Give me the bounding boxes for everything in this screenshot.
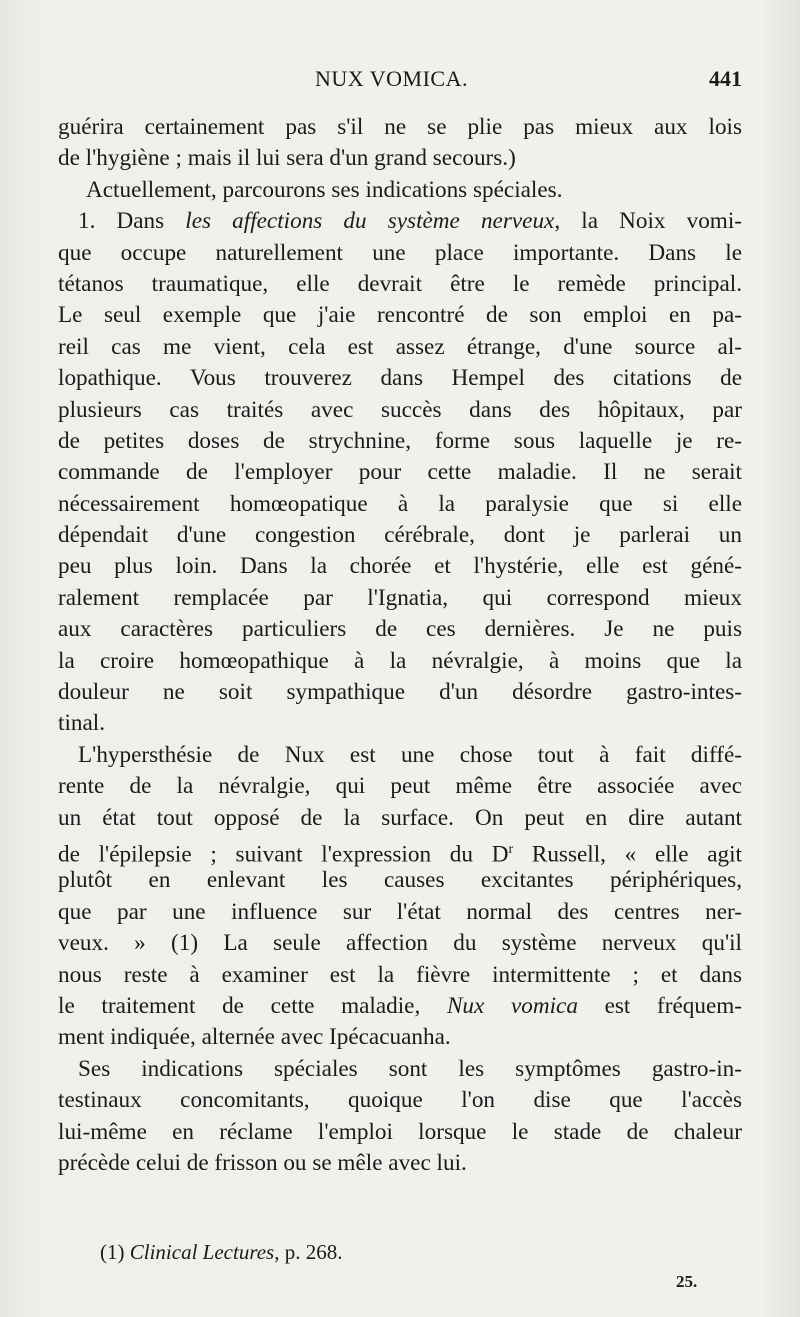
- text-span: , la Noix vomi-: [554, 208, 742, 235]
- text-span: 1. Dans: [78, 208, 186, 235]
- running-title: NUX VOMICA.: [315, 66, 468, 91]
- text-line: L'hypersthésie de Nux est une chose tout à fait diffé-: [78, 741, 742, 768]
- text-line: tétanos traumatique, elle devrait être le remède principal.: [58, 270, 742, 297]
- text-line: nous reste à examiner est la fièvre intermittente ; et dans: [58, 961, 742, 988]
- text-span: de l'épilepsie ; suivant l'expression du D: [58, 841, 509, 868]
- italic-phrase: les affections du système nerveux: [185, 208, 555, 235]
- text-span: est fréquem-: [577, 992, 742, 1019]
- text-line: commande de l'employer pour cette maladie. Il ne serait: [58, 459, 742, 486]
- text-line: lopathique. Vous trouverez dans Hempel des citations de: [58, 365, 742, 392]
- italic-phrase: Nux vomica: [446, 992, 578, 1019]
- body-text: [58, 112, 742, 1179]
- text-line: précède celui de frisson ou se mêle avec lui.: [58, 1149, 467, 1176]
- footnote-title: Clinical Lectures: [129, 1240, 275, 1264]
- text-line: la croire homœopathique à la névralgie, à moins que la: [58, 647, 742, 674]
- text-line: plutôt en enlevant les causes excitantes périphériques,: [58, 867, 742, 894]
- footnote-marker: (1): [100, 1240, 130, 1264]
- text-line: un état tout opposé de la surface. On peut en dire autant: [58, 804, 742, 831]
- page-header: [60, 66, 742, 96]
- text-line: de petites doses de strychnine, forme sous laquelle je re-: [58, 427, 742, 454]
- text-span: Russell, « elle agit: [513, 841, 742, 868]
- text-line: dépendait d'une congestion cérébrale, dont je parlerai un: [58, 522, 742, 549]
- text-line: testinaux concomitants, quoique l'on dise que l'accès: [58, 1087, 742, 1114]
- text-line: tinal.: [58, 710, 106, 737]
- text-line: reil cas me vient, cela est assez étrange, d'une source al-: [58, 333, 742, 360]
- text-line: aux caractères particuliers de ces dernières. Je ne puis: [58, 616, 742, 643]
- text-line: [58, 834, 742, 868]
- text-line: douleur ne soit sympathique d'un désordre gastro-intes-: [58, 679, 742, 706]
- text-line: Ses indications spéciales sont les symptômes gastro-in-: [78, 1055, 742, 1082]
- text-line: peu plus loin. Dans la chorée et l'hystérie, elle est géné-: [58, 553, 742, 580]
- text-line: [58, 991, 742, 1022]
- text-line: Actuellement, parcourons ses indications spéciales.: [86, 176, 563, 203]
- text-line: nécessairement homœopatique à la paralysie que si elle: [58, 490, 742, 517]
- text-line: ment indiquée, alternée avec Ipécacuanha.: [58, 1024, 451, 1051]
- signature-mark: 25.: [676, 1272, 698, 1291]
- text-line: Le seul exemple que j'aie rencontré de son emploi en pa-: [58, 302, 742, 329]
- text-span: le traitement de cette maladie,: [58, 992, 447, 1019]
- footnote-rest: , p. 268.: [274, 1240, 343, 1264]
- text-line: rente de la névralgie, qui peut même être associée avec: [58, 773, 742, 800]
- page-number: 441: [709, 66, 742, 91]
- footnote: [100, 1240, 342, 1265]
- text-line: guérira certainement pas s'il ne se plie pas mieux aux lois: [58, 114, 742, 140]
- text-line: que occupe naturellement une place importante. Dans le: [58, 239, 742, 266]
- text-line: de l'hygiène ; mais il lui sera d'un grand secours.): [58, 145, 516, 172]
- superscript: r: [508, 841, 514, 857]
- text-line: lui-même en réclame l'emploi lorsque le stade de chaleur: [58, 1118, 742, 1145]
- text-line: veux. » (1) La seule affection du système nerveux qu'il: [58, 930, 742, 957]
- text-line: [58, 206, 742, 237]
- text-line: ralement remplacée par l'Ignatia, qui correspond mieux: [58, 584, 742, 611]
- text-line: que par une influence sur l'état normal des centres ner-: [58, 898, 742, 925]
- text-line: plusieurs cas traités avec succès dans des hôpitaux, par: [58, 396, 742, 423]
